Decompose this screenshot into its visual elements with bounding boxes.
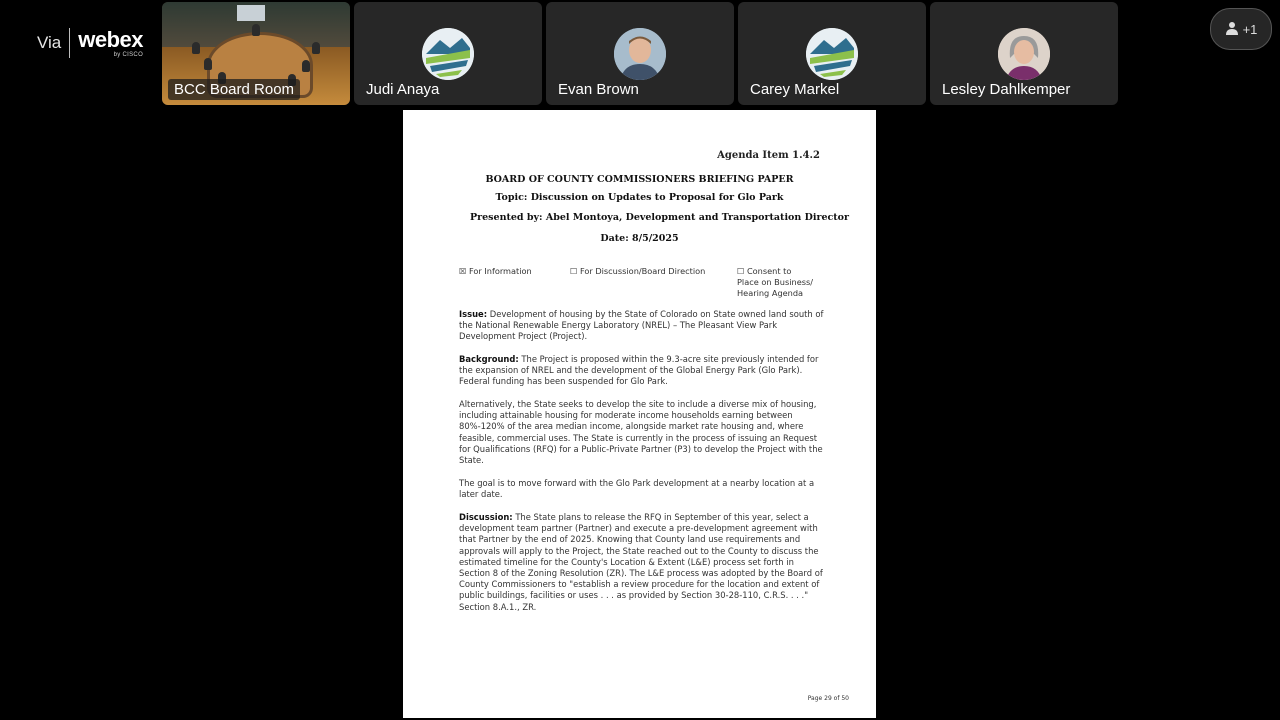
background-paragraph <box>459 354 824 388</box>
person-icon <box>1225 21 1239 38</box>
alternative-paragraph: Alternatively, the State seeks to develop the site to include a diverse mix of housing, including attainable housing for moderate income households earning between 80%-120% of the area median income, alongside market rate housing and, where feasible, commercial uses. The State is currently in the process of issuing an Request for Qualifications (RFQ) for a Public-Private Partner (P3) to develop the Project with the State. <box>459 399 823 466</box>
user-photo-avatar <box>998 28 1050 80</box>
participant-name: BCC Board Room <box>168 79 300 100</box>
discussion-paragraph <box>459 512 824 613</box>
issue-paragraph <box>459 309 824 343</box>
discussion-text: The State plans to release the RFQ in September of this year, select a development team partner (Partner) and execute a pre-development agreement with that Partner by the end of 2025. Knowing that County land use requirements and approvals will apply to the Project, the State reached out to the County to discuss the estimated timeline for the County's Location & Extent (L&E) process set forth in Section 8 of the Zoning Resolution (ZR). The L&E process was adopted by the Board of County Commissioners to "establish a review procedure for the location and extent of public buildings, facilities or uses . . . as provided by Section 30-28-110, C.R.S. . . ." Section 8.A.1., ZR. <box>459 512 823 612</box>
webex-wordmark: webex <box>78 26 144 52</box>
webex-brand <box>37 28 143 58</box>
more-participants-button[interactable] <box>1210 8 1272 50</box>
participant-name: Judi Anaya <box>366 81 440 98</box>
participant-name: Carey Markel <box>750 81 840 98</box>
background-text: The Project is proposed within the 9.3-acre site previously intended for the expansion of NREL and the development of the Global Energy Park (Glo Park). Federal funding has been suspended for Glo Park. <box>459 354 819 387</box>
option-consent-2: Place on Business/ <box>737 277 814 287</box>
webex-logo <box>78 26 144 58</box>
participant-tile-carey-markel[interactable] <box>738 2 926 105</box>
shared-document <box>403 110 876 718</box>
county-logo-avatar <box>422 28 474 80</box>
discussion-label: Discussion: <box>459 512 513 522</box>
county-logo-avatar <box>806 28 858 80</box>
participant-name: Lesley Dahlkemper <box>942 81 1071 98</box>
document-date: Date: 8/5/2025 <box>600 233 679 244</box>
document-title: BOARD OF COUNTY COMMISSIONERS BRIEFING PAPER <box>485 174 794 185</box>
user-photo-avatar <box>614 28 666 80</box>
issue-text: Development of housing by the State of Colorado on State owned land south of the National Renewable Energy Laboratory (NREL) – The Pleasant View Park Development Project (Project). <box>459 309 824 342</box>
more-participants-count: +1 <box>1242 21 1258 37</box>
brand-divider <box>69 28 70 58</box>
option-consent-1: ☐ Consent to <box>737 266 792 276</box>
participant-strip <box>162 2 1118 105</box>
participant-tile-evan-brown[interactable] <box>546 2 734 105</box>
participant-tile-bcc-board-room[interactable] <box>162 2 350 105</box>
brand-via: Via <box>37 33 62 52</box>
agenda-item: Agenda Item 1.4.2 <box>717 150 820 161</box>
cisco-byline: by CISCO <box>113 51 144 58</box>
issue-label: Issue: <box>459 309 488 319</box>
page-number: Page 29 of 50 <box>807 695 849 702</box>
participant-tile-judi-anaya[interactable] <box>354 2 542 105</box>
participant-name: Evan Brown <box>558 81 639 98</box>
background-label: Background: <box>459 354 519 364</box>
document-presenter: Presented by: Abel Montoya, Development and Transportation Director <box>469 212 850 223</box>
participant-tile-lesley-dahlkemper[interactable] <box>930 2 1118 105</box>
document-topic: Topic: Discussion on Updates to Proposal for Glo Park <box>495 192 784 203</box>
option-discussion: ☐ For Discussion/Board Direction <box>570 266 706 276</box>
option-info: ☒ For Information <box>459 266 532 276</box>
option-consent-3: Hearing Agenda <box>737 288 804 298</box>
goal-paragraph: The goal is to move forward with the Glo Park development at a nearby location at a later date. <box>459 478 815 500</box>
